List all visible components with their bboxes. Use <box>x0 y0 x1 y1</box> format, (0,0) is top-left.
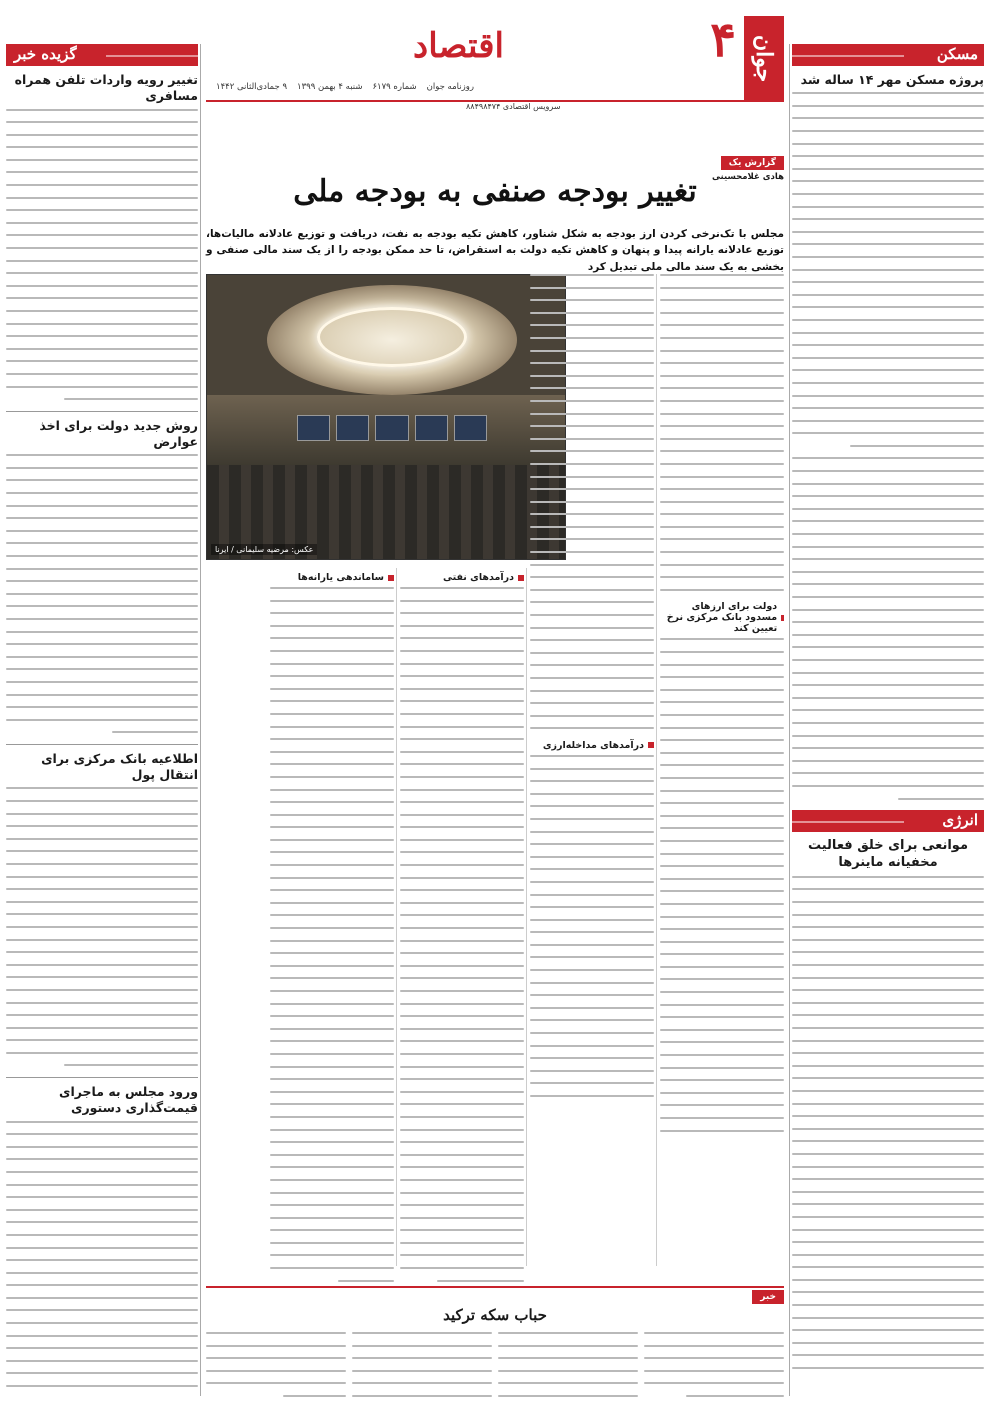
article-body <box>792 92 984 799</box>
story-subhead: دولت برای ارزهای مسدود بانک مرکزی نرخ تعیین کند <box>660 601 784 634</box>
date-item: ۹ جمادی‌الثانی ۱۴۴۲ <box>216 82 288 92</box>
news-headline: ورود مجلس به ماجرای قیمت‌گذاری دستوری <box>59 1084 198 1116</box>
section-tag: گزیده خبر <box>14 45 77 63</box>
section-contact: سرویس اقتصادی ۸۸۴۹۸۴۷۴ <box>466 102 561 111</box>
newspaper-logo: جوان <box>744 16 784 102</box>
news-headline: روش جدید دولت برای اخذ عوارض <box>39 417 198 449</box>
main-story <box>206 44 784 1396</box>
photo-caption: عکس: مرضیه سلیمانی / ایرنا <box>211 544 317 555</box>
section-tag: مسکن <box>936 45 978 63</box>
bottom-news-box <box>206 1286 784 1396</box>
story-subhead: درآمدهای مداخله‌ارزی <box>530 740 654 751</box>
news-headline: اطلاعیه بانک مرکزی برای انتقال پول <box>41 750 198 783</box>
section-bar <box>792 44 984 66</box>
parliament-photo <box>206 274 566 560</box>
left-column <box>6 44 198 1396</box>
section-bar <box>6 44 198 66</box>
date-item: شماره ۶۱۷۹ <box>372 82 417 92</box>
right-column <box>792 44 984 1396</box>
section-bar <box>792 810 984 832</box>
lead-paragraph: مجلس با تک‌نرخی کردن ارز بودجه به شکل شناور، کاهش تکیه بودجه به نفت، دریافت و توزیع عادلانه مالیات‌ها، توزیع عادلانه یارانه پیدا و پنهان و کاهش تکیه دولت به استقراض، تا حد ممکن بودجه را از یک سند مالی صنفی و بخشی به یک سند مالی ملی تبدیل کرد <box>206 228 784 273</box>
kicker-tag: خبر <box>752 1290 784 1304</box>
story-column <box>660 274 784 1142</box>
bottom-headline: حباب سکه ترکید <box>443 1306 547 1324</box>
story-column <box>530 274 654 1108</box>
story-subhead: ساماندهی یارانه‌ها <box>270 572 394 583</box>
page-number: ۴ <box>710 12 736 68</box>
news-body <box>6 787 198 1066</box>
story-column <box>270 568 394 1292</box>
kicker-tag: گزارش یک <box>721 156 784 170</box>
story-column <box>400 568 524 1292</box>
story-subhead: درآمدهای نفتی <box>400 572 524 583</box>
section-title: اقتصاد <box>413 26 504 66</box>
article-headline: پروژه مسکن مهر ۱۴ ساله شد <box>800 72 984 87</box>
article-headline: موانعی برای خلق فعالیت مخفیانه ماینرها <box>807 838 969 870</box>
news-body <box>6 1121 198 1396</box>
section-tag: انرژی <box>942 811 978 830</box>
news-body <box>6 454 198 733</box>
date-item: روزنامه جوان <box>426 82 474 92</box>
date-item: شنبه ۴ بهمن ۱۳۹۹ <box>297 82 363 92</box>
article-body <box>792 876 984 1369</box>
reporter-name: هادی غلامحسینی <box>711 172 784 182</box>
news-body <box>6 109 198 401</box>
news-headline: تغییر رویه واردات تلفن همراه مسافری <box>14 72 198 104</box>
main-headline: تغییر بودجه صنفی به بودجه ملی <box>293 174 697 209</box>
